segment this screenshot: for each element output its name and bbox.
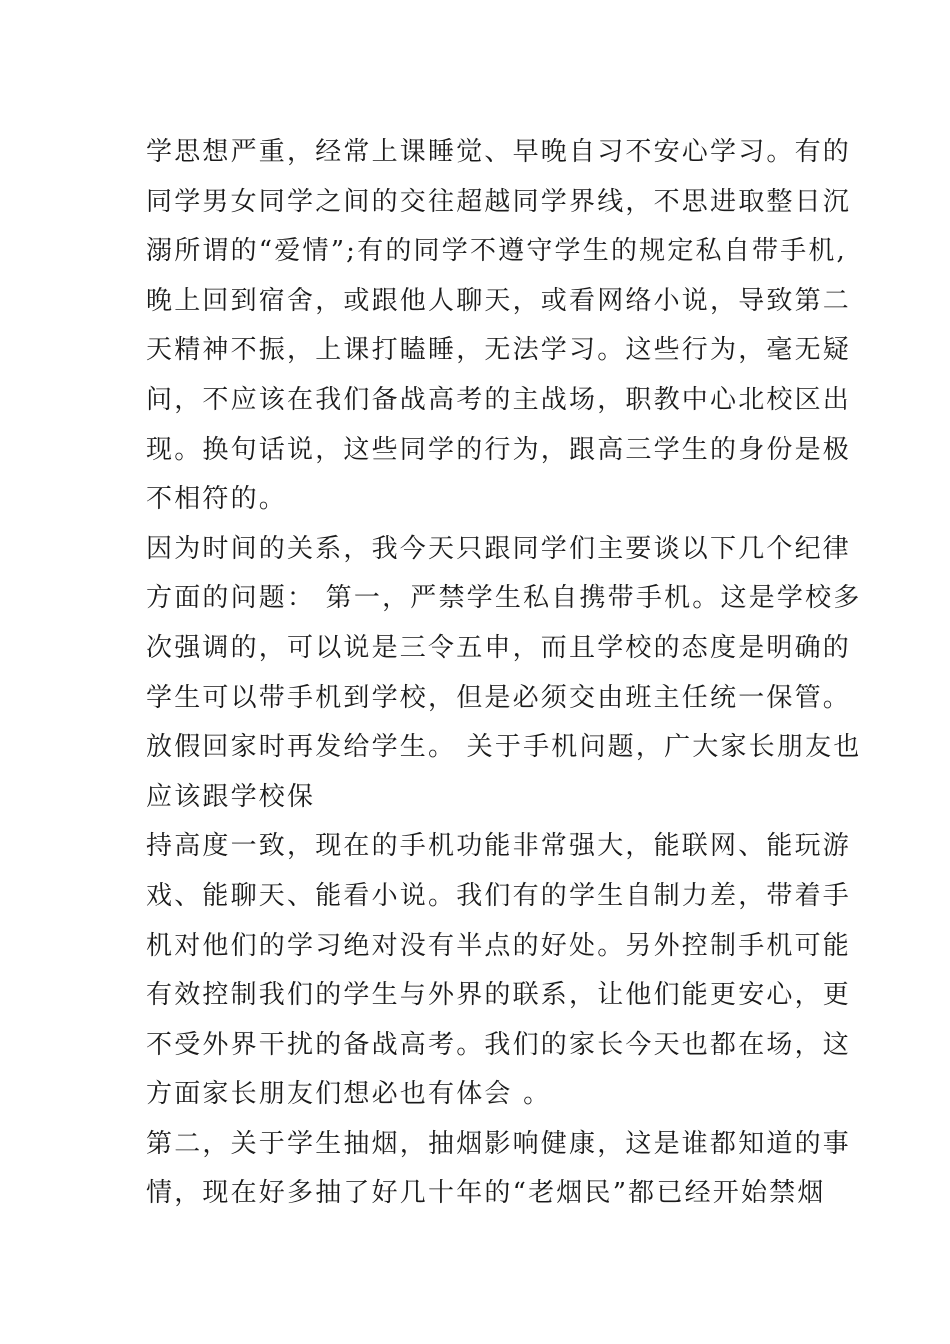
text-line: 持高度一致，现在的手机功能非常强大，能联网、能玩游 [146,831,852,862]
text-line: 溺所谓的“爱情”;有的同学不遵守学生的规定私自带手机, [146,236,848,267]
text-line: 次强调的，可以说是三令五申，而且学校的态度是明确的 [146,632,852,663]
text-line: 不受外界干扰的备战高考。我们的家长今天也都在场，这 [146,1029,852,1060]
text-line: 有效控制我们的学生与外界的联系，让他们能更安心，更 [146,980,852,1011]
text-line: 晚上回到宿舍，或跟他人聊天，或看网络小说，导致第二 [146,285,852,316]
document-body [146,128,862,1219]
text-line: 方面的问题： 第一，严禁学生私自携带手机。这是学校多 [146,583,862,614]
text-line: 不相符的。 [146,484,288,515]
text-line: 戏、能聊天、能看小说。我们有的学生自制力差，带着手 [146,880,852,911]
text-line: 学思想严重，经常上课睡觉、早晚自习不安心学习。有的 [146,137,852,167]
text-line: 现。换句话说，这些同学的行为，跟高三学生的身份是极 [146,434,852,465]
text-line: 机对他们的学习绝对没有半点的好处。另外控制手机可能 [146,930,852,961]
text-line: 方面家长朋友们想必也有体会 。 [146,1079,552,1110]
text-line: 因为时间的关系，我今天只跟同学们主要谈以下几个纪律 [146,533,852,564]
text-line: 问，不应该在我们备战高考的主战场，职教中心北校区出 [146,384,852,415]
text-line: 同学男女同学之间的交往超越同学界线，不思进取整日沉 [146,186,852,217]
text-line: 应该跟学校保 [146,781,316,812]
text-line: 第二，关于学生抽烟，抽烟影响健康，这是谁都知道的事 [146,1128,852,1159]
text-line: 天精神不振，上课打瞌睡，无法学习。这些行为，毫无疑 [146,335,852,366]
text-line: 学生可以带手机到学校，但是必须交由班主任统一保管。 [146,682,852,713]
text-line: 情，现在好多抽了好几十年的“老烟民”都已经开始禁烟 [146,1178,826,1209]
text-line: 放假回家时再发给学生。 关于手机问题，广大家长朋友也 [146,732,862,763]
